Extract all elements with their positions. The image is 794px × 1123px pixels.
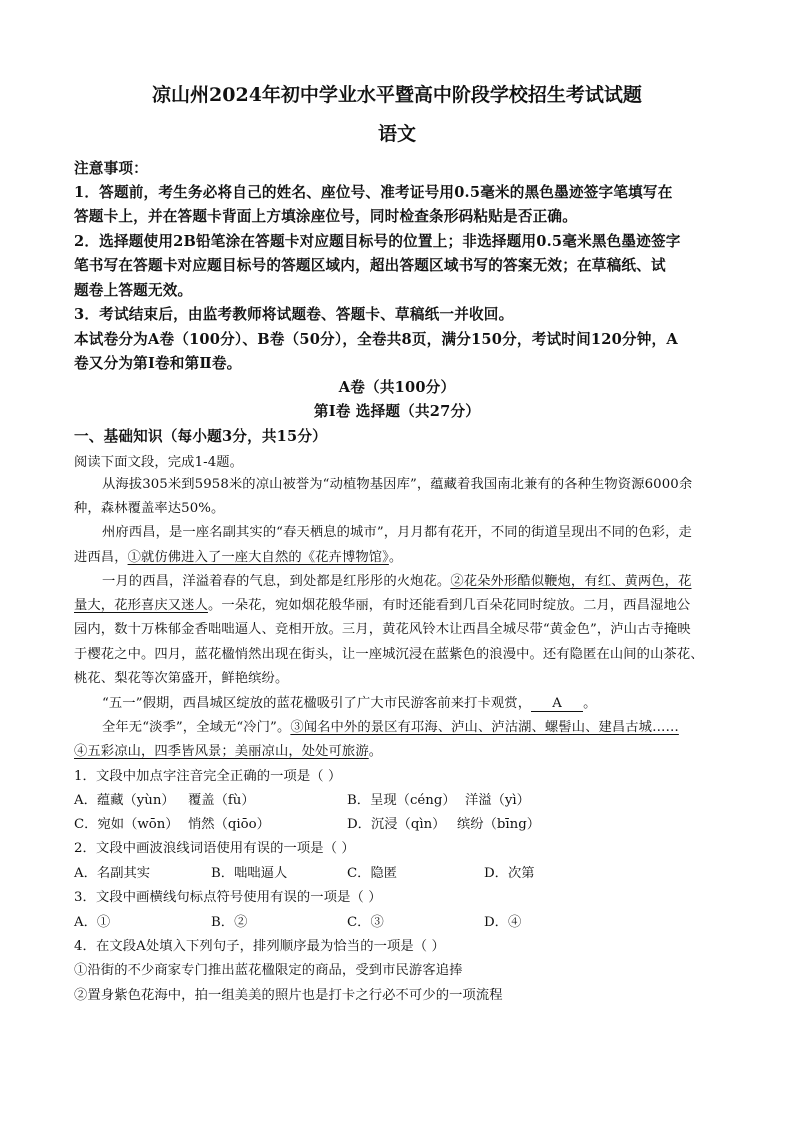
notes-heading: 注意事项： — [74, 160, 148, 177]
passage-text: 。一朵花，宛如烟花般华丽，有时还能看到几百朵花同时绽放。二月，西昌湿地公 — [207, 598, 691, 613]
q2-option-d: D．次第 — [484, 866, 535, 881]
passage-line — [74, 546, 402, 565]
question-1-stem: 1．文段中加点字注音完全正确的一项是（ ） — [74, 769, 342, 784]
q3-option-d: D．④ — [484, 915, 522, 930]
section-a-title: A卷（共100分） — [338, 379, 456, 396]
q1-option-c-word2: 悄然（qiōo） — [188, 817, 270, 832]
q1-option-d-word2: 缤纷（bīng） — [457, 817, 541, 832]
q3-option-a: A．① — [74, 915, 111, 930]
q2-option-a: A．名副其实 — [74, 866, 151, 881]
q4-sentence-1: ①沿街的不少商家专门推出蓝花楹限定的商品，受到市民游客追捧 — [74, 963, 463, 978]
underlined-sentence-2: ②花朵外形酷似鞭炮，有红、黄两色，花 — [450, 574, 692, 589]
blank-a: A — [531, 697, 583, 712]
underlined-sentence-4: ④五彩凉山，四季皆风景；美丽凉山，处处可旅游 — [74, 744, 369, 759]
passage-line: 园内，数十万株郁金香咄咄逼人、竞相开放。三月，黄花风铃木让西昌全城尽带“黄金色”，泸山古寺掩映 — [74, 622, 691, 637]
notes-line: 笔书写在答题卡对应题目标号的答题区域内，超出答题区域书写的答案无效；在草稿纸、试 — [74, 257, 666, 274]
underlined-sentence-3: ③闻名中外的景区有邛海、泸山、泸沽湖、螺髻山、建昌古城…… — [290, 720, 679, 735]
q1-option-b: B．呈现（céng） — [347, 793, 456, 808]
q1-option-b-word2: 洋溢（yì） — [465, 793, 530, 808]
passage-text: 进西昌， — [74, 550, 128, 565]
passage-text: 。 — [368, 744, 383, 759]
notes-line: 卷又分为第Ⅰ卷和第Ⅱ卷。 — [74, 355, 242, 372]
q1-option-c: C．宛如（wōn） — [74, 817, 179, 832]
q2-option-c: C．隐匿 — [347, 866, 398, 881]
passage-line — [74, 740, 382, 759]
notes-line: 2．选择题使用2B铅笔涂在答题卡对应题目标号的位置上；非选择题用0.5毫米黑色墨迹签字 — [74, 233, 681, 250]
passage-text: “五一”假期，西昌城区绽放的蓝花楹吸引了广大市民游客前来打卡观赏， — [102, 696, 532, 711]
notes-line: 答题卡上，并在答题卡背面上方填涂座位号，同时检查条形码粘贴是否正确。 — [74, 208, 577, 225]
question-group-heading: 一、基础知识（每小题3分，共15分） — [74, 428, 327, 445]
underlined-sentence-2-cont: 量大，花形喜庆又迷人 — [74, 598, 208, 613]
passage-line — [102, 716, 679, 735]
passage-intro: 阅读下面文段，完成1-4题。 — [74, 455, 244, 470]
passage-line — [102, 570, 691, 589]
notes-line: 3．考试结束后，由监考教师将试题卷、答题卡、草稿纸一并收回。 — [74, 306, 514, 323]
notes-line: 题卷上答题无效。 — [74, 282, 193, 299]
part1-title: 第Ⅰ卷 选择题（共27分） — [313, 403, 481, 420]
question-2-stem: 2．文段中画波浪线词语使用有误的一项是（ ） — [74, 841, 355, 856]
passage-line — [102, 692, 597, 712]
q2-option-b: B．咄咄逼人 — [211, 866, 288, 881]
question-3-stem: 3．文段中画横线句标点符号使用有误的一项是（ ） — [74, 890, 382, 905]
passage-line: 桃花、梨花等次第盛开，鲜艳缤纷。 — [74, 671, 289, 686]
q1-option-a: A．蕴藏（yùn） — [74, 793, 175, 808]
subject-title: 语文 — [377, 123, 416, 145]
notes-line: 本试卷分为A卷（100分）、B卷（50分），全卷共8页，满分150分，考试时间120分钟，A — [74, 331, 678, 348]
q1-option-d: D．沉浸（qìn） — [347, 817, 446, 832]
passage-line: 从海拔305米到5958米的凉山被誉为“动植物基因库”，蕴藏着我国南北兼有的各种生物资源6000余 — [102, 477, 693, 492]
notes-line: 1．答题前，考生务必将自己的姓名、座位号、准考证号用0.5毫米的黑色墨迹签字笔填写在 — [74, 184, 673, 201]
q4-sentence-2: ②置身紫色花海中，拍一组美美的照片也是打卡之行必不可少的一项流程 — [74, 988, 503, 1003]
question-4-stem: 4．在文段A处填入下列句子，排列顺序最为恰当的一项是（ ） — [74, 939, 445, 954]
q1-option-a-word2: 覆盖（fù） — [188, 793, 255, 808]
passage-text: 全年无“淡季”，全域无“冷门”。 — [102, 720, 291, 735]
passage-line — [74, 594, 690, 613]
passage-text: 。 — [583, 696, 597, 711]
passage-line: 州府西昌，是一座名副其实的“春天栖息的城市”，月月都有花开，不同的街道呈现出不同的色彩，走 — [102, 525, 692, 540]
passage-text: 一月的西昌，洋溢着春的气息，到处都是红彤彤的火炮花。 — [102, 574, 451, 589]
q3-option-c: C．③ — [347, 915, 384, 930]
passage-text: 。 — [388, 550, 403, 565]
underlined-sentence-1: ①就仿佛进入了一座大自然的《花卉博物馆》 — [127, 550, 389, 565]
exam-title: 凉山州2024年初中学业水平暨高中阶段学校招生考试试题 — [152, 84, 642, 106]
q3-option-b: B．② — [211, 915, 248, 930]
passage-line: 于樱花之中。四月，蓝花楹悄然出现在街头，让一座城沉浸在蓝紫色的浪漫中。还有隐匿在山间的山茶花、 — [74, 647, 704, 662]
passage-line: 种，森林覆盖率达50%。 — [74, 501, 225, 516]
